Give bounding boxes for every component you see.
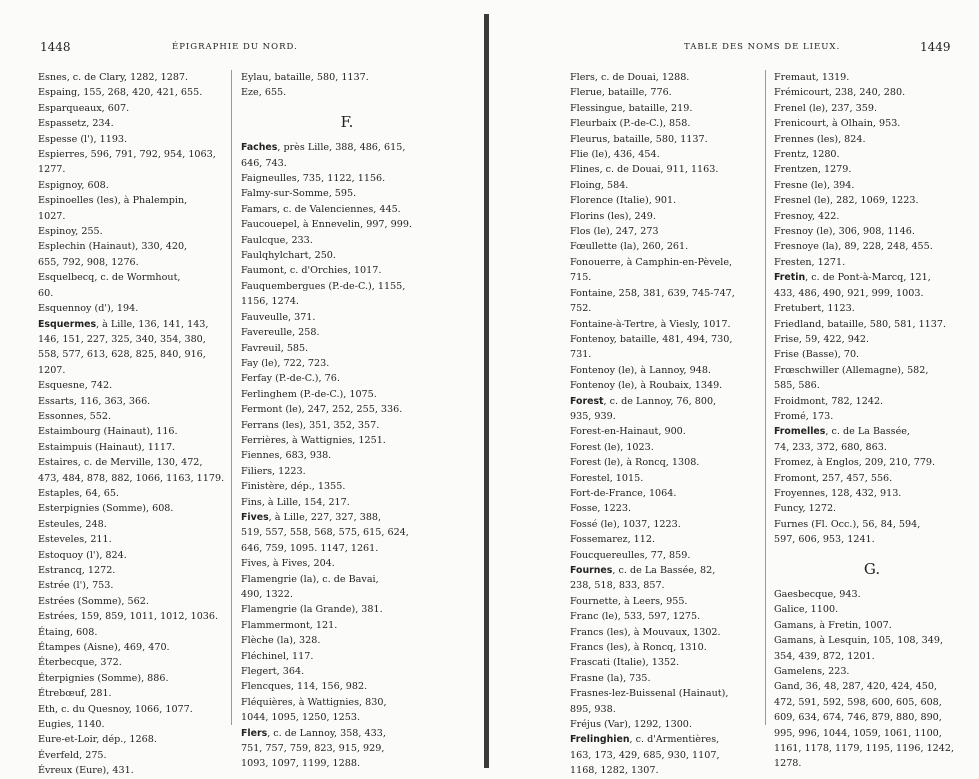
- index-entry: 354, 439, 872, 1201.: [774, 650, 875, 662]
- index-entry: Floing, 584.: [570, 179, 629, 191]
- index-entry: Favereulle, 258.: [241, 327, 320, 339]
- index-entry: Ferlinghem (P.-de-C.), 1075.: [241, 388, 377, 400]
- index-entry: Faulcque, 233.: [241, 234, 313, 246]
- index-entry: Francs (les), à Mouvaux, 1302.: [570, 626, 721, 638]
- index-entry: Espinoelles (les), à Phalempin,: [38, 195, 188, 207]
- index-entry: Flessingue, bataille, 219.: [570, 102, 693, 114]
- index-entry: Fresne (le), 394.: [774, 179, 855, 191]
- index-entry: Esteveles, 211.: [38, 534, 112, 546]
- index-entry: Flie (le), 436, 454.: [570, 149, 660, 161]
- index-entry: Falmy-sur-Somme, 595.: [241, 188, 357, 200]
- index-entry: Famars, c. de Valenciennes, 445.: [241, 203, 401, 215]
- index-entry: Flines, c. de Douai, 911, 1163.: [570, 164, 719, 176]
- index-entry: Gamans, à Lesquin, 105, 108, 349,: [774, 635, 943, 647]
- index-entry: 146, 151, 227, 325, 340, 354, 380,: [38, 333, 206, 345]
- index-entry: Fauquembergues (P.-de-C.), 1155,: [241, 280, 406, 292]
- index-entry: Flers, c. de Douai, 1288.: [570, 72, 690, 83]
- index-entry: Estaires, c. de Merville, 130, 472,: [38, 457, 203, 469]
- index-entry: 238, 518, 833, 857.: [570, 580, 665, 592]
- index-entry: Frelinghien, c. d'Armentières,: [570, 734, 720, 746]
- index-entry: Frémicourt, 238, 240, 280.: [774, 87, 906, 99]
- index-entry: Fossé (le), 1037, 1223.: [570, 518, 681, 530]
- index-entry: Esquesne, 742.: [38, 380, 113, 392]
- index-entry: Fonouerre, à Camphin-en-Pèvele,: [570, 256, 733, 268]
- index-entry: Fléchinel, 117.: [241, 650, 314, 662]
- index-entry: Forest-en-Hainaut, 900.: [570, 426, 686, 438]
- index-entry: Flers, c. de Lannoy, 358, 433,: [241, 727, 386, 739]
- index-entry: Esnes, c. de Clary, 1282, 1287.: [38, 72, 189, 83]
- index-entry: Flammermont, 121.: [241, 619, 338, 631]
- index-entry: Flerue, bataille, 776.: [570, 87, 672, 99]
- index-entry: Faigneulles, 735, 1122, 1156.: [241, 173, 386, 185]
- index-entry: Frenel (le), 237, 359.: [774, 102, 877, 114]
- index-entry: Fleurus, bataille, 580, 1137.: [570, 133, 708, 145]
- index-entry: Espierres, 596, 791, 792, 954, 1063,: [38, 149, 216, 161]
- index-entry: Eugies, 1140.: [38, 719, 105, 731]
- index-entry: Froyennes, 128, 432, 913.: [774, 487, 902, 499]
- index-entry: 1156, 1274.: [241, 296, 299, 308]
- index-entry: Frise (Basse), 70.: [774, 349, 860, 361]
- index-entry: Flèche (la), 328.: [241, 635, 321, 647]
- index-entry: Fromé, 173.: [774, 410, 834, 422]
- index-entry: 519, 557, 558, 568, 575, 615, 624,: [241, 527, 409, 539]
- index-entry: Esteules, 248.: [38, 518, 107, 530]
- index-entry: Fiennes, 683, 938.: [241, 450, 332, 462]
- index-entry: 1044, 1095, 1250, 1253.: [241, 712, 361, 724]
- index-entry: Estoquoy (l'), 824.: [38, 549, 127, 561]
- index-entry: Flos (le), 247, 273: [570, 226, 659, 238]
- index-entry: 74, 233, 372, 680, 863.: [774, 441, 887, 453]
- index-entry: Estaimpuis (Hainaut), 1117.: [38, 441, 176, 453]
- index-entry: 490, 1322.: [241, 589, 293, 600]
- column-rule: [231, 70, 232, 725]
- index-entry: Fins, à Lille, 154, 217.: [241, 496, 350, 508]
- index-entry: Faches, près Lille, 388, 486, 615,: [241, 142, 406, 154]
- index-entry: Fosse, 1223.: [570, 503, 631, 515]
- index-entry: 472, 591, 592, 598, 600, 605, 608,: [774, 696, 942, 708]
- index-entry: Fléquières, à Wattignies, 830,: [241, 696, 387, 708]
- index-entry: Flamengrie (la), c. de Bavai,: [241, 573, 379, 585]
- index-entry: Frentzen, 1279.: [774, 164, 852, 176]
- index-entry: Florins (les), 249.: [570, 210, 656, 222]
- index-entry: Espassetz, 234.: [38, 118, 114, 130]
- index-entry: Estrancq, 1272.: [38, 565, 116, 576]
- index-entry: Esplechin (Hainaut), 330, 420,: [38, 241, 188, 253]
- index-entry: 558, 577, 613, 628, 825, 840, 916,: [38, 349, 206, 361]
- index-entry: 751, 757, 759, 823, 915, 929,: [241, 743, 385, 755]
- right-page-number: 1449: [920, 40, 951, 54]
- index-entry: 1027.: [38, 210, 66, 222]
- column-rule: [765, 70, 766, 725]
- index-entry: Fontaine, 258, 381, 639, 745-747,: [570, 287, 735, 299]
- index-entry: Fontenoy (le), à Lannoy, 948.: [570, 364, 711, 376]
- index-entry: Flamengrie (la Grande), 381.: [241, 604, 383, 616]
- index-entry: 655, 792, 908, 1276.: [38, 256, 139, 268]
- index-entry: Frennes (les), 824.: [774, 133, 866, 145]
- index-entry: Gand, 36, 48, 287, 420, 424, 450,: [774, 681, 938, 693]
- index-entry: Flegert, 364.: [241, 666, 305, 678]
- index-entry: 433, 486, 490, 921, 999, 1003.: [774, 287, 924, 299]
- index-entry: Forest, c. de Lannoy, 76, 800,: [570, 395, 717, 407]
- index-entry: Favreuil, 585.: [241, 342, 309, 354]
- left-column-1: [38, 70, 224, 779]
- index-entry: Éterpignies (Somme), 886.: [38, 672, 169, 684]
- index-entry: Estrée (l'), 753.: [38, 580, 114, 592]
- index-entry: Fœullette (la), 260, 261.: [570, 241, 689, 253]
- index-entry: Fossemarez, 112.: [570, 534, 656, 546]
- index-entry: Fontenoy (le), à Roubaix, 1349.: [570, 380, 723, 392]
- index-entry: Gamans, à Fretin, 1007.: [774, 619, 892, 631]
- index-entry: Éterbecque, 372.: [38, 657, 122, 669]
- index-entry: Ferfay (P.-de-C.), 76.: [241, 373, 340, 385]
- index-entry: Étaing, 608.: [38, 626, 98, 638]
- index-entry: Francs (les), à Roncq, 1310.: [570, 642, 707, 654]
- index-entry: Fay (le), 722, 723.: [241, 357, 330, 369]
- index-entry: Faucouepel, à Ennevelin, 997, 999.: [241, 219, 412, 231]
- index-entry: 895, 938.: [570, 703, 616, 715]
- index-entry: Frenicourt, à Olhain, 953.: [774, 118, 901, 130]
- index-entry: Furnes (Fl. Occ.), 56, 84, 594,: [774, 518, 921, 530]
- index-entry: Finistère, dép., 1355.: [241, 481, 346, 493]
- index-entry: 715.: [570, 272, 592, 284]
- index-entry: 473, 484, 878, 882, 1066, 1163, 1179.: [38, 472, 224, 484]
- index-entry: Espignoy, 608.: [38, 179, 109, 191]
- index-entry: Fréjus (Var), 1292, 1300.: [570, 719, 692, 731]
- index-entry: Eure-et-Loir, dép., 1268.: [38, 734, 157, 746]
- left-running-head: ÉPIGRAPHIE DU NORD.: [172, 42, 298, 52]
- index-entry: Fresnoye (la), 89, 228, 248, 455.: [774, 241, 933, 253]
- section-letter-f: F.: [340, 112, 354, 131]
- index-entry: Esquelbecq, c. de Wormhout,: [38, 272, 181, 284]
- index-entry: Étrebœuf, 281.: [38, 688, 112, 700]
- index-entry: Forestel, 1015.: [570, 472, 644, 484]
- index-entry: Frasne (la), 735.: [570, 672, 651, 684]
- index-entry: Frentz, 1280.: [774, 149, 840, 161]
- index-entry: Fremaut, 1319.: [774, 72, 850, 83]
- index-entry: 585, 586.: [774, 380, 820, 392]
- index-entry: Gaesbecque, 943.: [774, 589, 861, 600]
- index-entry: Frasnes-lez-Buissenal (Hainaut),: [570, 688, 729, 700]
- index-entry: Fresnoy, 422.: [774, 210, 840, 222]
- index-entry: 1277.: [38, 164, 66, 176]
- right-page: [492, 0, 979, 777]
- index-entry: 609, 634, 674, 746, 879, 880, 890,: [774, 712, 942, 724]
- left-page-number: 1448: [40, 40, 71, 54]
- index-entry: 1278.: [774, 758, 802, 770]
- index-entry: Fromelles, c. de La Bassée,: [774, 426, 910, 438]
- index-entry: Fretubert, 1123.: [774, 303, 855, 315]
- index-entry: Estrées (Somme), 562.: [38, 595, 149, 607]
- index-entry: Fort-de-France, 1064.: [570, 487, 677, 499]
- index-entry: Espinoy, 255.: [38, 226, 103, 238]
- index-entry: 163, 173, 429, 685, 930, 1107,: [570, 749, 720, 761]
- index-entry: Friedland, bataille, 580, 581, 1137.: [774, 318, 947, 330]
- index-entry: Esterpignies (Somme), 608.: [38, 503, 174, 515]
- index-entry: 935, 939.: [570, 410, 616, 422]
- index-entry: 995, 996, 1044, 1059, 1061, 1100,: [774, 727, 942, 739]
- index-entry: Fermont (le), 247, 252, 255, 336.: [241, 404, 403, 416]
- index-entry: Estrées, 159, 859, 1011, 1012, 1036.: [38, 611, 219, 623]
- index-entry: Franc (le), 533, 597, 1275.: [570, 611, 701, 623]
- index-entry: Fromont, 257, 457, 556.: [774, 472, 893, 484]
- index-entry: Essarts, 116, 363, 366.: [38, 395, 151, 407]
- right-running-head: TABLE DES NOMS DE LIEUX.: [684, 42, 841, 52]
- index-entry: Eze, 655.: [241, 87, 287, 99]
- index-entry: 1168, 1282, 1307.: [570, 765, 659, 777]
- index-entry: Fives, à Lille, 227, 327, 388,: [241, 511, 382, 523]
- index-entry: Espaing, 155, 268, 420, 421, 655.: [38, 87, 203, 99]
- index-entry: Filiers, 1223.: [241, 465, 306, 477]
- index-entry: 60.: [38, 287, 54, 299]
- index-entry: Fresnoy (le), 306, 908, 1146.: [774, 226, 915, 238]
- index-entry: Foucquereulles, 77, 859.: [570, 549, 691, 561]
- index-entry: Galice, 1100.: [774, 604, 839, 616]
- section-letter-g: G.: [863, 559, 881, 578]
- index-entry: 597, 606, 953, 1241.: [774, 534, 875, 546]
- index-entry: Estaimbourg (Hainaut), 116.: [38, 426, 178, 438]
- index-entry: Étampes (Aisne), 469, 470.: [38, 642, 170, 654]
- index-entry: Frise, 59, 422, 942.: [774, 333, 870, 345]
- index-entry: Flencques, 114, 156, 982.: [241, 681, 368, 693]
- index-entry: 1093, 1097, 1199, 1288.: [241, 758, 361, 770]
- index-entry: Fauveulle, 371.: [241, 311, 316, 323]
- index-entry: Fresnel (le), 282, 1069, 1223.: [774, 195, 919, 207]
- index-entry: Fromez, à Englos, 209, 210, 779.: [774, 457, 936, 469]
- index-entry: Évreux (Eure), 431.: [38, 765, 134, 777]
- index-entry: Essonnes, 552.: [38, 410, 112, 422]
- index-entry: Esquermes, à Lille, 136, 141, 143,: [38, 318, 209, 330]
- index-entry: 731.: [570, 349, 592, 361]
- index-entry: Ferrières, à Wattignies, 1251.: [241, 434, 386, 446]
- index-entry: Esparqueaux, 607.: [38, 102, 130, 114]
- index-entry: Fournette, à Leers, 955.: [570, 595, 688, 607]
- index-entry: Fontenoy, bataille, 481, 494, 730,: [570, 333, 733, 345]
- index-entry: Fives, à Fives, 204.: [241, 558, 335, 570]
- left-column-2: [241, 70, 453, 772]
- index-entry: Fournes, c. de La Bassée, 82,: [570, 565, 716, 576]
- index-entry: Forest (le), à Roncq, 1308.: [570, 457, 700, 469]
- index-entry: 646, 759, 1095. 1147, 1261.: [241, 542, 379, 554]
- index-entry: Éverfeld, 275.: [38, 749, 107, 761]
- index-entry: 1207.: [38, 364, 66, 376]
- index-entry: Forest (le), 1023.: [570, 441, 654, 453]
- index-entry: 752.: [570, 303, 592, 315]
- right-column-2: [774, 70, 970, 772]
- index-entry: 646, 743.: [241, 157, 287, 169]
- index-entry: Funcy, 1272.: [774, 503, 837, 515]
- index-entry: Gamelens, 223.: [774, 666, 850, 678]
- index-entry: Eylau, bataille, 580, 1137.: [241, 72, 369, 83]
- index-entry: 1161, 1178, 1179, 1195, 1196, 1242,: [774, 743, 955, 755]
- index-entry: Fresten, 1271.: [774, 256, 846, 268]
- index-entry: Espesse (l'), 1193.: [38, 133, 128, 145]
- index-entry: Esquennoy (d'), 194.: [38, 303, 139, 315]
- index-entry: Froidmont, 782, 1242.: [774, 395, 884, 407]
- index-entry: Ferrans (les), 351, 352, 357.: [241, 419, 380, 431]
- index-entry: Faulqhylchart, 250.: [241, 250, 336, 262]
- index-entry: Fretin, c. de Pont-à-Marcq, 121,: [774, 272, 931, 284]
- right-column-1: [570, 70, 760, 779]
- index-entry: Frascati (Italie), 1352.: [570, 657, 680, 669]
- left-page: [0, 0, 486, 777]
- index-entry: Fleurbaix (P.-de-C.), 858.: [570, 118, 691, 130]
- index-entry: Fontaine-à-Tertre, à Viesly, 1017.: [570, 318, 731, 330]
- index-entry: Eth, c. du Quesnoy, 1066, 1077.: [38, 703, 193, 715]
- index-entry: Frœschwiller (Allemagne), 582,: [774, 364, 929, 376]
- index-entry: Estaples, 64, 65.: [38, 487, 119, 499]
- index-entry: Florence (Italie), 901.: [570, 195, 677, 207]
- index-entry: Faumont, c. d'Orchies, 1017.: [241, 265, 382, 277]
